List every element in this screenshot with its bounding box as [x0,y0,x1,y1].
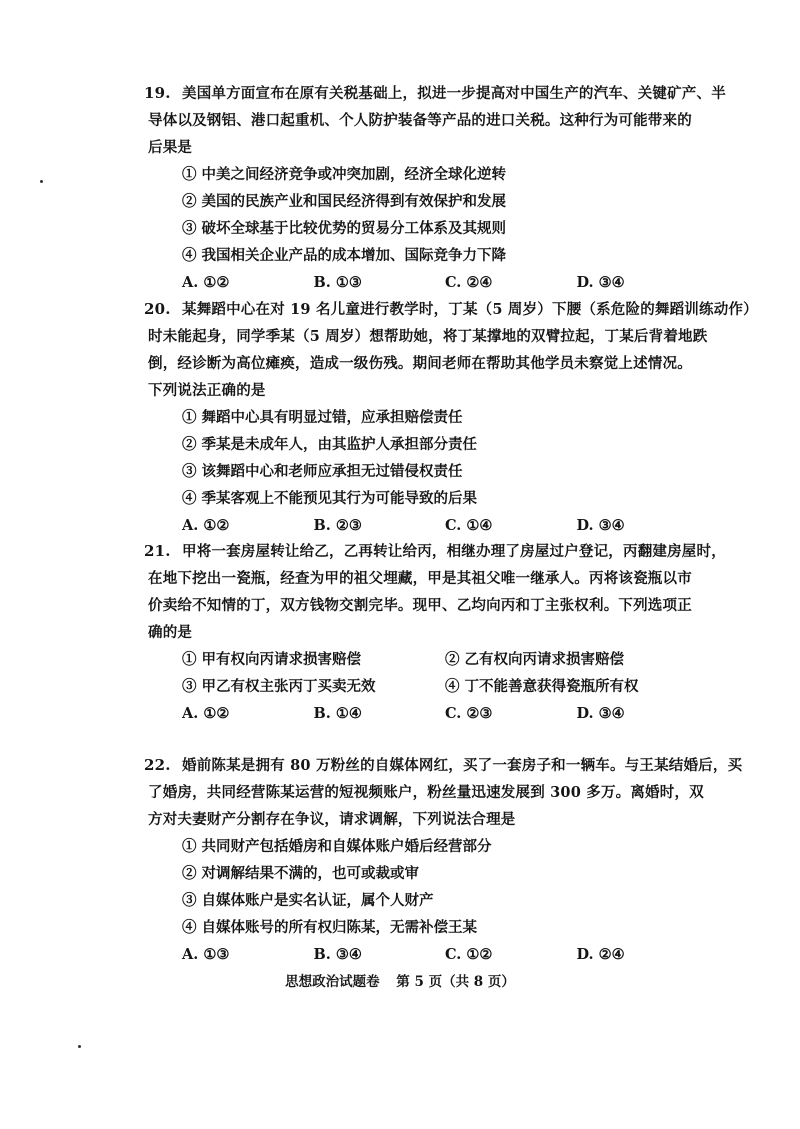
choice-a[interactable]: A. ①② [182,274,230,291]
answer-choices [182,700,708,727]
choice-b[interactable]: B. ①③ [313,274,362,291]
question-19 [144,80,726,296]
question-stem [144,80,726,161]
stem-line: 方对夫妻财产分割存在争议，请求调解，下列说法合理是 [148,811,516,828]
stem-line: 在地下挖出一瓷瓶，经查为甲的祖父埋藏，甲是其祖父唯一继承人。丙将该瓷瓶以市 [148,570,692,587]
choice-d[interactable]: D. ②④ [576,946,625,963]
choice-c[interactable]: C. ①④ [445,517,493,534]
answer-choices [182,512,708,539]
choice-b[interactable]: B. ①④ [313,705,362,722]
stem-line: 婚前陈某是拥有 80 万粉丝的自媒体网红，买了一套房子和一辆车。与王某结婚后，买 [182,757,743,774]
answer-choices [182,941,708,968]
stem-line: 时未能起身，同学季某（5 周岁）想帮助她，将丁某撑地的双臂拉起，丁某后背着地跌 [148,328,708,345]
statement-list [182,161,708,269]
choice-a[interactable]: A. ①② [182,517,230,534]
question-number: 21. [144,542,171,560]
choice-c[interactable]: C. ①② [445,946,493,963]
stem-line: 导体以及钢铝、港口起重机、个人防护装备等产品的进口关税。这种行为可能带来的 [148,112,692,129]
choice-d[interactable]: D. ③④ [576,274,625,291]
statement-item: ④ 丁不能善意获得瓷瓶所有权 [445,678,639,695]
page-footer [0,970,800,990]
stem-line: 后果是 [148,139,193,156]
statement-item: ① 甲有权向丙请求损害赔偿 [182,651,362,668]
statement-item: ② 季某是未成年人，由其监护人承担部分责任 [182,436,478,453]
stem-line: 美国单方面宣布在原有关税基础上，拟进一步提高对中国生产的汽车、关键矿产、半 [182,85,726,102]
statement-item: ② 美国的民族产业和国民经济得到有效保护和发展 [182,193,507,210]
statement-item: ④ 自媒体账号的所有权归陈某，无需补偿王某 [182,919,478,936]
statement-list [182,646,708,700]
choice-c[interactable]: C. ②③ [445,705,493,722]
statement-item: ① 舞蹈中心具有明显过错，应承担赔偿责任 [182,409,463,426]
question-20 [144,296,758,539]
answer-choices [182,269,708,296]
stem-line: 倒，经诊断为高位瘫痪，造成一级伤残。期间老师在帮助其他学员未察觉上述情况。 [148,355,692,372]
footer-page-number: 第 5 页（共 8 页） [396,974,515,990]
footer-subject: 思想政治试题卷 [285,974,380,990]
question-stem [144,752,743,833]
choice-d[interactable]: D. ③④ [576,517,625,534]
statement-item: ③ 甲乙有权主张丙丁买卖无效 [182,678,376,695]
choice-b[interactable]: B. ②③ [313,517,362,534]
statement-item: ④ 我国相关企业产品的成本增加、国际竞争力下降 [182,247,507,264]
question-stem [144,296,758,404]
choice-a[interactable]: A. ①② [182,705,230,722]
scan-speck [78,1045,81,1048]
statement-list [182,833,708,941]
stem-line: 甲将一套房屋转让给乙，乙再转让给丙，相继办理了房屋过户登记，丙翻建房屋时， [182,543,726,560]
question-22 [144,752,743,968]
stem-line: 价卖给不知情的丁，双方钱物交割完毕。现甲、乙均向丙和丁主张权利。下列选项正 [148,597,692,614]
statement-item: ② 对调解结果不满的，也可或裁或审 [182,865,420,882]
choice-d[interactable]: D. ③④ [576,705,625,722]
statement-list [182,404,708,512]
question-number: 20. [144,300,171,318]
choice-c[interactable]: C. ②④ [445,274,493,291]
stem-line: 确的是 [148,624,193,641]
statement-item: ② 乙有权向丙请求损害赔偿 [445,651,625,668]
question-number: 22. [144,756,171,774]
statement-item: ① 共同财产包括婚房和自媒体账户婚后经营部分 [182,838,492,855]
choice-a[interactable]: A. ①③ [182,946,230,963]
statement-item: ③ 自媒体账户是实名认证，属个人财产 [182,892,434,909]
scan-speck [40,180,43,183]
question-21 [144,538,726,727]
statement-item: ③ 破坏全球基于比较优势的贸易分工体系及其规则 [182,220,507,237]
choice-b[interactable]: B. ③④ [313,946,362,963]
question-number: 19. [144,84,171,102]
stem-line: 下列说法正确的是 [148,382,266,399]
statement-item: ④ 季某客观上不能预见其行为可能导致的后果 [182,490,478,507]
statement-item: ① 中美之间经济竞争或冲突加剧，经济全球化逆转 [182,166,507,183]
question-stem [144,538,726,646]
statement-item: ③ 该舞蹈中心和老师应承担无过错侵权责任 [182,463,463,480]
stem-line: 某舞蹈中心在对 19 名儿童进行教学时，丁某（5 周岁）下腰（系危险的舞蹈训练动作） [182,301,758,318]
stem-line: 了婚房，共同经营陈某运营的短视频账户，粉丝量迅速发展到 300 多万。离婚时，双 [148,784,704,801]
